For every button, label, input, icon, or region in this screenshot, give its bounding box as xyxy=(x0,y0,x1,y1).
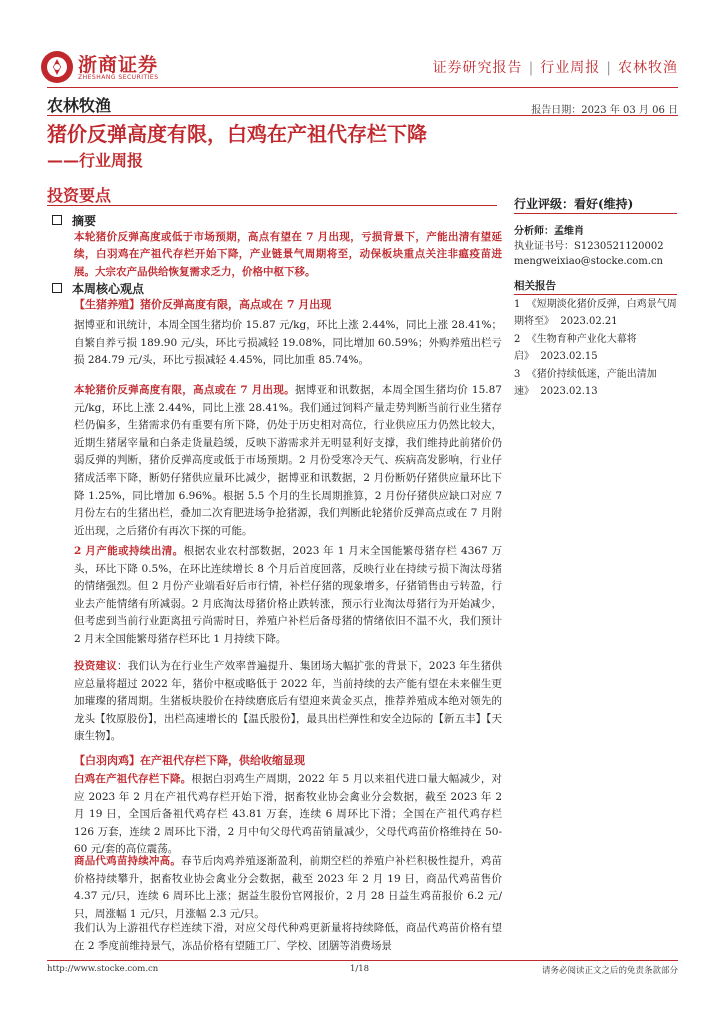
abstract-text: 本轮猪价反弹高度或低于市场预期，高点有望在 7 月出现，亏损背景下，产能出清有望延续，白羽鸡在产祖代存栏开始下降，产业链景气周期将至，动保板块重点关注非瘟疫苗进展。大宗农产品供给恢复需求乏力，价格中枢下移。 xyxy=(74,231,502,278)
header-tags: 证券研究报告 | 行业周报 | 农林牧渔 xyxy=(432,60,678,76)
header-tag-report-type: 证券研究报告 xyxy=(432,60,523,76)
pig-section-tag: 【生猪养殖】猪价反弹高度有限，高点或在 7 月出现 xyxy=(74,298,332,311)
checkbox-square-icon xyxy=(52,283,62,293)
related-report-item[interactable]: 2 《生物育种产业化大幕将启》 2023.02.15 xyxy=(514,334,637,362)
analyst-block xyxy=(514,224,684,269)
footer-url[interactable]: http://www.stocke.com.cn xyxy=(47,964,159,974)
chicken-paragraph-1: 白鸡在产祖代存栏下降。根据白羽鸡生产周期，2022 年 5 月以来祖代进口量大幅减少，对应 2023 年 2 月在产祖代鸡存栏开始下滑，据畜牧业协会禽业分会数据，截至 2023 年 2 月 19 日，全国后备祖代鸡存栏 43.81 万套，连续 6 周环比下滑；全国在产祖代鸡存栏 126 万套，连续 2 周环比下滑，2 月中旬父母代鸡苗销量减少，父母代鸡苗价格维持在 50-60 元/套的高位震荡。 xyxy=(74,773,502,856)
abstract-heading: 摘要 xyxy=(52,212,96,229)
brand-name-en: ZHESHANG SECURITIES xyxy=(78,74,159,81)
analyst-email[interactable]: mengweixiao@stocke.com.cn xyxy=(514,256,663,267)
header-divider xyxy=(47,87,678,88)
chicken-paragraph-2: 商品代鸡苗持续冲高。春节后肉鸡养殖逐渐盈利，前期空栏的养殖户补栏积极性提升，鸡苗价格持续攀升，据畜牧业协会禽业分会数据，截至 2023 年 2 月 19 日，商品代鸡苗售价 4.37 元/只，连续 6 周环比上涨；据益生股份官网报价，2 月 28 日益生鸡苗报价 6.2 元/只，周涨幅 1 元/只，月涨幅 2.3 元/只。 xyxy=(74,855,503,920)
investment-advice: 投资建议：我们认为在行业生产效率普遍提升、集团场大幅扩张的背景下，2023 年生猪供应总量将超过 2022 年，猪价中枢或略低于 2022 年，当前持续的去产能有望在未来催生更加璀璨的猪周期。生猪板块股价在持续磨底后有望迎来黄金买点，推荐养殖成本绝对领先的龙头【牧原股份】，出栏高速增长的【温氏股份】，最具出栏弹性和安全边际的【新五丰】【天康生物】。 xyxy=(74,660,503,743)
related-report-item[interactable]: 1 《短期淡化猪价反弹，白鸡景气周期将至》 2023.02.21 xyxy=(514,299,677,327)
header-tag-sector: 农林牧渔 xyxy=(618,60,678,76)
pig-paragraph-3: 2 月产能或持续出清。根据农业农村部数据，2023 年 1 月末全国能繁母猪存栏 4367 万头，环比下降 0.5%，在环比连续增长 8 个月后首度回落，反映行业在持续亏损下淘汰母猪的情绪强烈。但 2 月份产业端看好后市行情，补栏仔猪的现象增多，仔猪销售由亏转盈，行业去产能情绪有所减弱。2 月底淘汰母猪价格止跌转涨，预示行业淘汰母猪行为开始减少，但考虑到当前行业距离扭亏尚需时日，养殖户补栏后备母猪的情绪依旧不温不火，我们预计 2 月末全国能繁母猪存栏环比 1 月持续下降。 xyxy=(74,545,503,645)
pig-paragraph-2: 本轮猪价反弹高度有限，高点或在 7 月出现。据博亚和讯数据，本周全国生猪均价 15.87 元/kg，环比上涨 2.44%，同比上涨 28.41%。我们通过饲料产量走势判断当前行业生猪存栏仍偏多，生猪需求仍有重要有所下降，仍处于历史相对高位，行业供应压力仍然比较大，近期生猪屠宰量和白条走货量趋缓，反映下游需求并无明显利好支撑，我们维持此前猪价仍弱反弹的判断，猪价反弹高度或低于市场预期。2 月份受寒冷天气、疾病高发影响，行业仔猪成活率下降，断奶仔猪供应量环比减少，据博亚和讯数据，2 月份断奶仔猪供应量环比下降 1.25%，同比增加 6.96%。根据 5.5 个月的生长周期推算，2 月份仔猪供应缺口对应 7 月份左右的生猪出栏，叠加二次育肥进场争抢猪源，我们判断此轮猪价反弹高点或在 7 月附近出现，之后猪价有再次下探的可能。 xyxy=(74,384,502,537)
page-subtitle: ——行业周报 xyxy=(47,151,144,170)
related-reports-list xyxy=(514,295,679,400)
section-divider xyxy=(47,205,497,206)
footer-disclaimer: 请务必阅读正文之后的免责条款部分 xyxy=(541,966,678,976)
core-heading: 本周核心观点 xyxy=(52,280,144,297)
report-date: 报告日期：2023 年 03 月 06 日 xyxy=(531,105,678,116)
title-divider xyxy=(47,115,678,116)
checkbox-square-icon xyxy=(52,215,62,225)
brand-logo-icon xyxy=(40,50,74,84)
industry-rating: 行业评级：看好(维持) xyxy=(514,197,634,211)
section-title: 投资要点 xyxy=(47,186,112,205)
related-reports-heading: 相关报告 xyxy=(514,280,556,292)
rating-divider xyxy=(514,213,677,214)
sector-label: 农林牧渔 xyxy=(47,96,112,115)
header-tag-weekly: 行业周报 xyxy=(540,60,601,76)
brand-name: 浙商证券 xyxy=(78,54,159,76)
footer-divider xyxy=(47,960,678,961)
analyst-name: 孟维肖 xyxy=(554,226,584,237)
related-report-item[interactable]: 3 《猪价持续低迷，产能出清加速》 2023.02.13 xyxy=(514,369,657,397)
page-title: 猪价反弹高度有限，白鸡在产祖代存栏下降 xyxy=(47,122,427,146)
pig-paragraph-1: 据博亚和讯统计，本周全国生猪均价 15.87 元/kg，环比上涨 2.44%，同比上涨 28.41%；自繁自养亏损 189.90 元/头，环比亏损减轻 19.08%，同比增加 60.59%；外购养殖出栏亏损 284.79 元/头，环比亏损减轻 4.45%，同比加重 85.74%。 xyxy=(74,319,502,367)
chicken-section-tag: 【白羽肉鸡】在产祖代存栏下降，供给收缩显现 xyxy=(74,754,305,767)
analyst-cert: 执业证书号：S1230521120002 xyxy=(514,241,664,252)
analyst-line: 分析师：孟维肖 xyxy=(514,226,584,237)
chicken-paragraph-3: 我们认为上游祖代存栏连续下滑，对应父母代种鸡更新量将持续降低，商品代鸡苗价格有望在 2 季度前维持景气，冻品价格有望随工厂、学校、团膳等消费场景 xyxy=(74,922,502,952)
page-number: 1/18 xyxy=(350,964,370,974)
